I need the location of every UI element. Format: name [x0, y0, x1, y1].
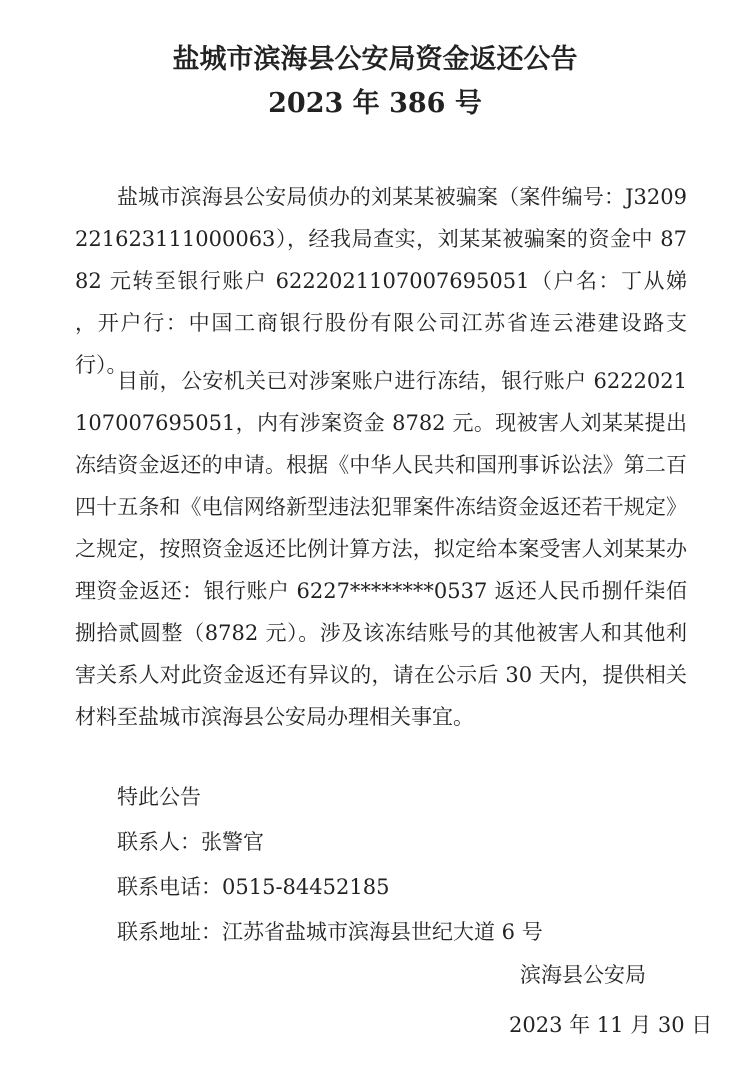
contact-address: 联系地址：江苏省盐城市滨海县世纪大道 6 号	[117, 920, 543, 944]
issue-date: 2023 年 11 月 30 日	[509, 1013, 713, 1037]
notice-paragraph-case: 盐城市滨海县公安局侦办的刘某某被骗案（案件编号：J3209221623111000063），经我局查实，刘某某被骗案的资金中 8782 元转至银行账户 6222021107007695051（户名：丁从娣 ，开户行：中国工商银行股份有限公司江苏省连云港建设路支行）。	[75, 185, 687, 377]
contact-phone: 联系电话：0515-84452185	[117, 875, 390, 899]
issuer-name: 滨海县公安局	[520, 963, 646, 987]
contact-person: 联系人：张警官	[117, 830, 264, 854]
notice-paragraph-refund: 目前，公安机关已对涉案账户进行冻结，银行账户 6222021107007695051，内有涉案资金 8782 元。现被害人刘某某提出冻结资金返还的申请。根据《中华人民共和国刑事诉讼法》第二百四十五条和《电信网络新型违法犯罪案件冻结资金返还若干规定》之规定，按照资金返还比例计算方法，拟定给本案受害人刘某某办理资金返还：银行账户 6227********0537 返还人民币捌仟柒佰捌拾贰圆整（8782 元）。涉及该冻结账号的其他被害人和其他利害关系人对此资金返还有异议的，请在公示后 30 天内，提供相关材料至盐城市滨海县公安局办理相关事宜。	[75, 369, 687, 729]
notice-closing: 特此公告	[117, 785, 201, 809]
notice-number: 2023 年 386 号	[268, 88, 482, 119]
notice-title: 盐城市滨海县公安局资金返还公告	[172, 44, 578, 75]
